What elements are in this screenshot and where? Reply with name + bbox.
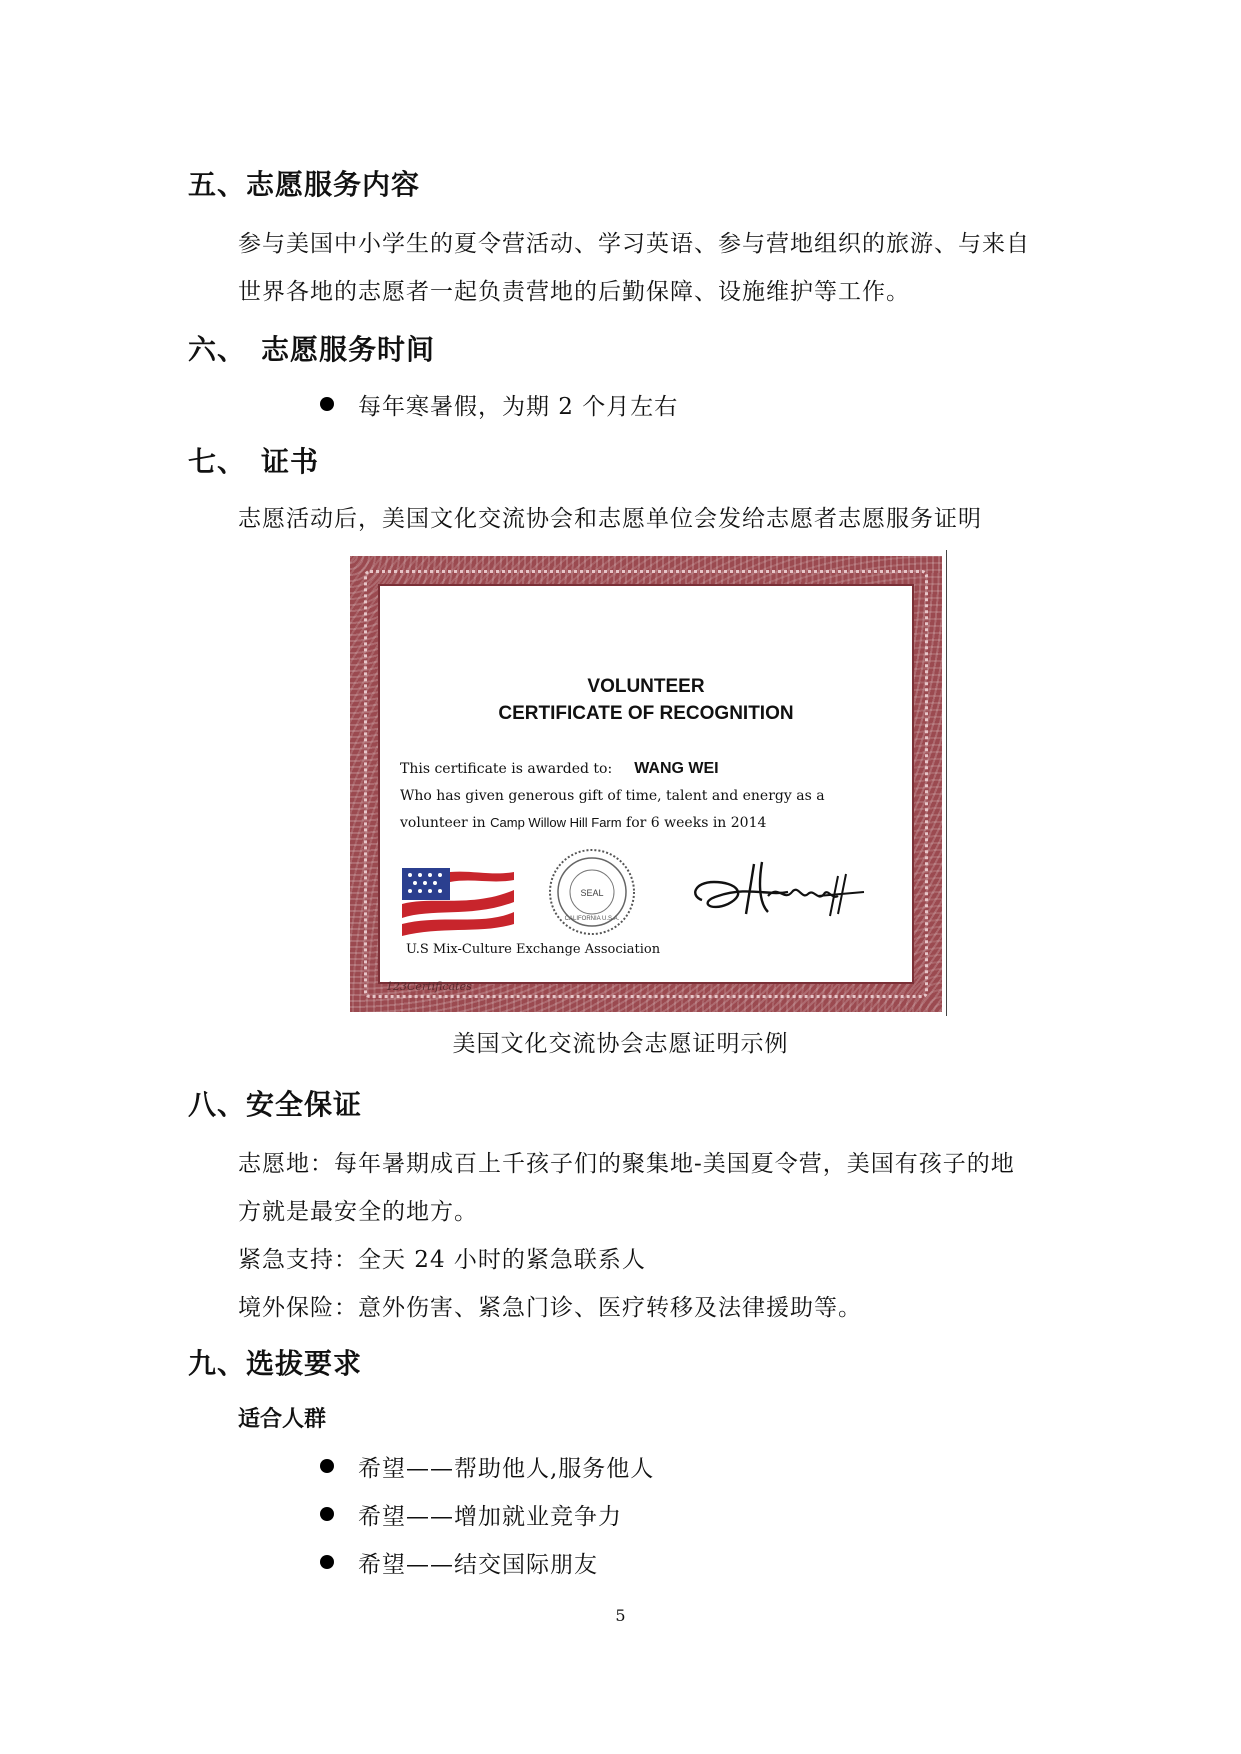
bullet-text: 每年寒暑假，为期 2 个月左右 [358, 394, 679, 420]
certificate-caption: 美国文化交流协会志愿证明示例 [452, 1031, 789, 1057]
section-9-bullet-1 [320, 1450, 654, 1483]
section-9-subheading: 适合人群 [238, 1407, 327, 1432]
certificate-association: U.S Mix-Culture Exchange Association [406, 942, 661, 957]
section-9-heading: 九、选拔要求 [188, 1347, 363, 1380]
section-6-heading: 六、 志愿服务时间 [188, 333, 436, 366]
section-8-line-2: 方就是最安全的地方。 [238, 1199, 478, 1225]
certificate-image [350, 556, 942, 1012]
certificate-line-2: Who has given generous gift of time, talent and energy as a [400, 788, 825, 804]
certificate-line-3 [400, 815, 766, 831]
certificate-award-prefix: This certificate is awarded to: [400, 761, 613, 777]
section-9-bullet-3 [320, 1546, 598, 1579]
certificate-body [378, 584, 914, 993]
bullet-dot-icon [320, 1507, 334, 1521]
section-8-line-4: 境外保险：意外伤害、紧急门诊、医疗转移及法律援助等。 [238, 1295, 862, 1321]
certificate-frame-edge [946, 550, 947, 1016]
certificate-camp: Camp Willow Hill Farm [490, 815, 622, 830]
us-flag-icon [402, 868, 514, 936]
certificate-watermark: 123Certificates [386, 980, 472, 993]
seal-ring-text: CALIFORNIA U.S.A. [564, 916, 620, 922]
bullet-dot-icon [320, 1555, 334, 1569]
bullet-dot-icon [320, 1459, 334, 1473]
section-5-line-1: 参与美国中小学生的夏令营活动、学习英语、参与营地组织的旅游、与来自 [238, 231, 1030, 257]
certificate-line-3-prefix: volunteer in [400, 815, 491, 831]
section-9-bullet-2 [320, 1498, 622, 1531]
certificate-title-2: CERTIFICATE OF RECOGNITION [498, 703, 794, 724]
section-6-bullet [320, 388, 678, 421]
bullet-text: 希望——增加就业竞争力 [358, 1504, 622, 1530]
page-number: 5 [615, 1606, 626, 1625]
section-8-line-3: 紧急支持：全天 24 小时的紧急联系人 [238, 1247, 646, 1273]
section-8-line-1: 志愿地：每年暑期成百上千孩子们的聚集地-美国夏令营，美国有孩子的地 [238, 1151, 1015, 1177]
seal-icon [548, 848, 636, 936]
certificate-award-line [400, 760, 719, 778]
bullet-dot-icon [320, 397, 334, 411]
section-5-line-2: 世界各地的志愿者一起负责营地的后勤保障、设施维护等工作。 [238, 279, 910, 305]
section-7-text: 志愿活动后，美国文化交流协会和志愿单位会发给志愿者志愿服务证明 [238, 506, 982, 532]
certificate-title-1: VOLUNTEER [587, 676, 705, 697]
certificate-line-3-suffix: for 6 weeks in 2014 [621, 815, 767, 831]
section-8-heading: 八、安全保证 [188, 1088, 363, 1121]
section-7-heading: 七、 证书 [188, 445, 320, 478]
section-5-heading: 五、志愿服务内容 [188, 168, 421, 201]
certificate-recipient: WANG WEI [634, 760, 719, 777]
bullet-text: 希望——帮助他人,服务他人 [358, 1456, 655, 1482]
signature-image [688, 856, 866, 926]
bullet-text: 希望——结交国际朋友 [358, 1552, 598, 1578]
seal-text: SEAL [580, 888, 604, 898]
